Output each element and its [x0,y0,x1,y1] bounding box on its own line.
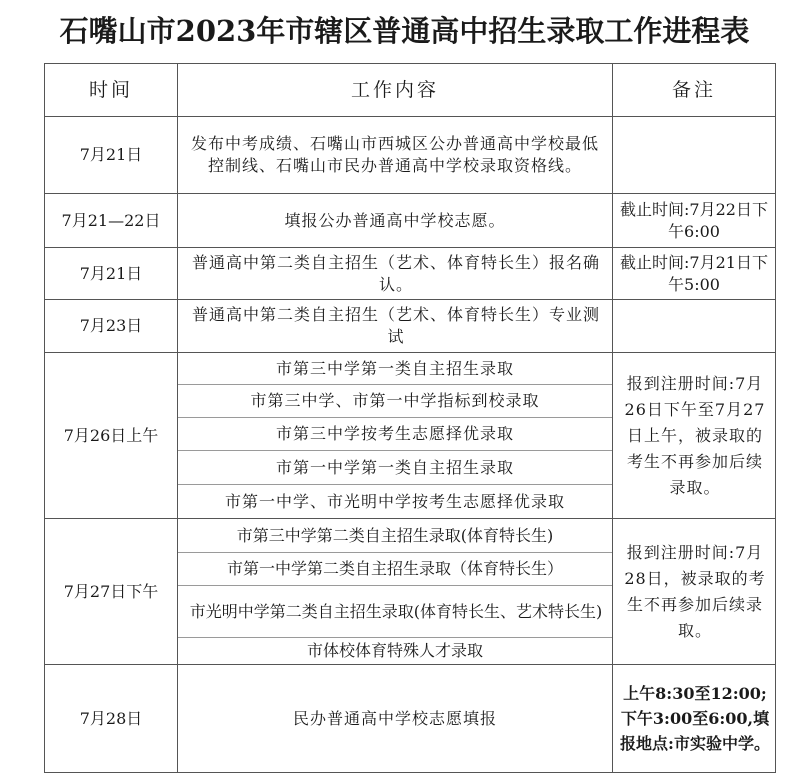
row-time: 7月21—22日 [61,210,161,230]
row-note [613,300,775,352]
row-time: 7月26日上午 [63,425,159,445]
row-content: 普通高中第二类自主招生（艺术、体育特长生）专业测试 [191,305,600,346]
row-time: 7月21日 [79,145,143,164]
row-time: 7月21日 [79,263,143,283]
list-item: 市第一中学、市光明中学按考生志愿择优录取 [224,491,565,511]
list-item: 市体校体育特殊人才录取 [306,641,483,660]
list-item: 市第三中学、市第一中学指标到校录取 [250,391,540,410]
row-content: 民办普通高中学校志愿填报 [292,708,497,728]
list-item: 市第一中学第二类自主招生录取（体育特长生） [226,559,563,578]
row-note: 上午8:30至12:00;下午3:00至6:00,填报地点:市实验中学。 [620,684,770,753]
row-note: 截止时间:7月22日下午6:00 [620,199,768,241]
row-note [613,117,775,193]
table-border-bottom [44,772,775,773]
list-item: 市第一中学第一类自主招生录取 [275,457,514,477]
row-time: 7月27日下午 [63,581,159,601]
row-time: 7月23日 [79,316,143,335]
list-item: 市第三中学第二类自主招生录取(体育特长生) [236,525,554,545]
row-content: 普通高中第二类自主招生（艺术、体育特长生）报名确认。 [191,252,600,294]
row-note: 报到注册时间:7月26日下午至7月27日上午，被录取的考生不再参加后续录取。 [624,373,766,497]
row-time: 7月28日 [79,708,143,728]
document-title: 石嘴山市2023年市辖区普通高中招生录取工作进程表 [59,14,750,48]
table-border-right [775,63,776,773]
row-content: 发布中考成绩、石嘴山市西城区公办普通高中学校最低控制线、石嘴山市民办普通高中学校录取资格线。 [190,134,599,175]
row-note: 截止时间:7月21日下午5:00 [620,252,768,294]
row-note: 报到注册时间:7月28日，被录取的考生不再参加后续录取。 [624,542,766,640]
row-content: 填报公办普通高中学校志愿。 [284,210,506,230]
header-content: 工作内容 [350,79,439,101]
list-item: 市第三中学第一类自主招生录取 [275,358,514,378]
list-item: 市光明中学第二类自主招生录取(体育特长生、艺术特长生) [189,601,603,621]
header-note: 备注 [671,79,716,101]
header-time: 时间 [88,79,133,101]
list-item: 市第三中学按考生志愿择优录取 [275,424,514,443]
